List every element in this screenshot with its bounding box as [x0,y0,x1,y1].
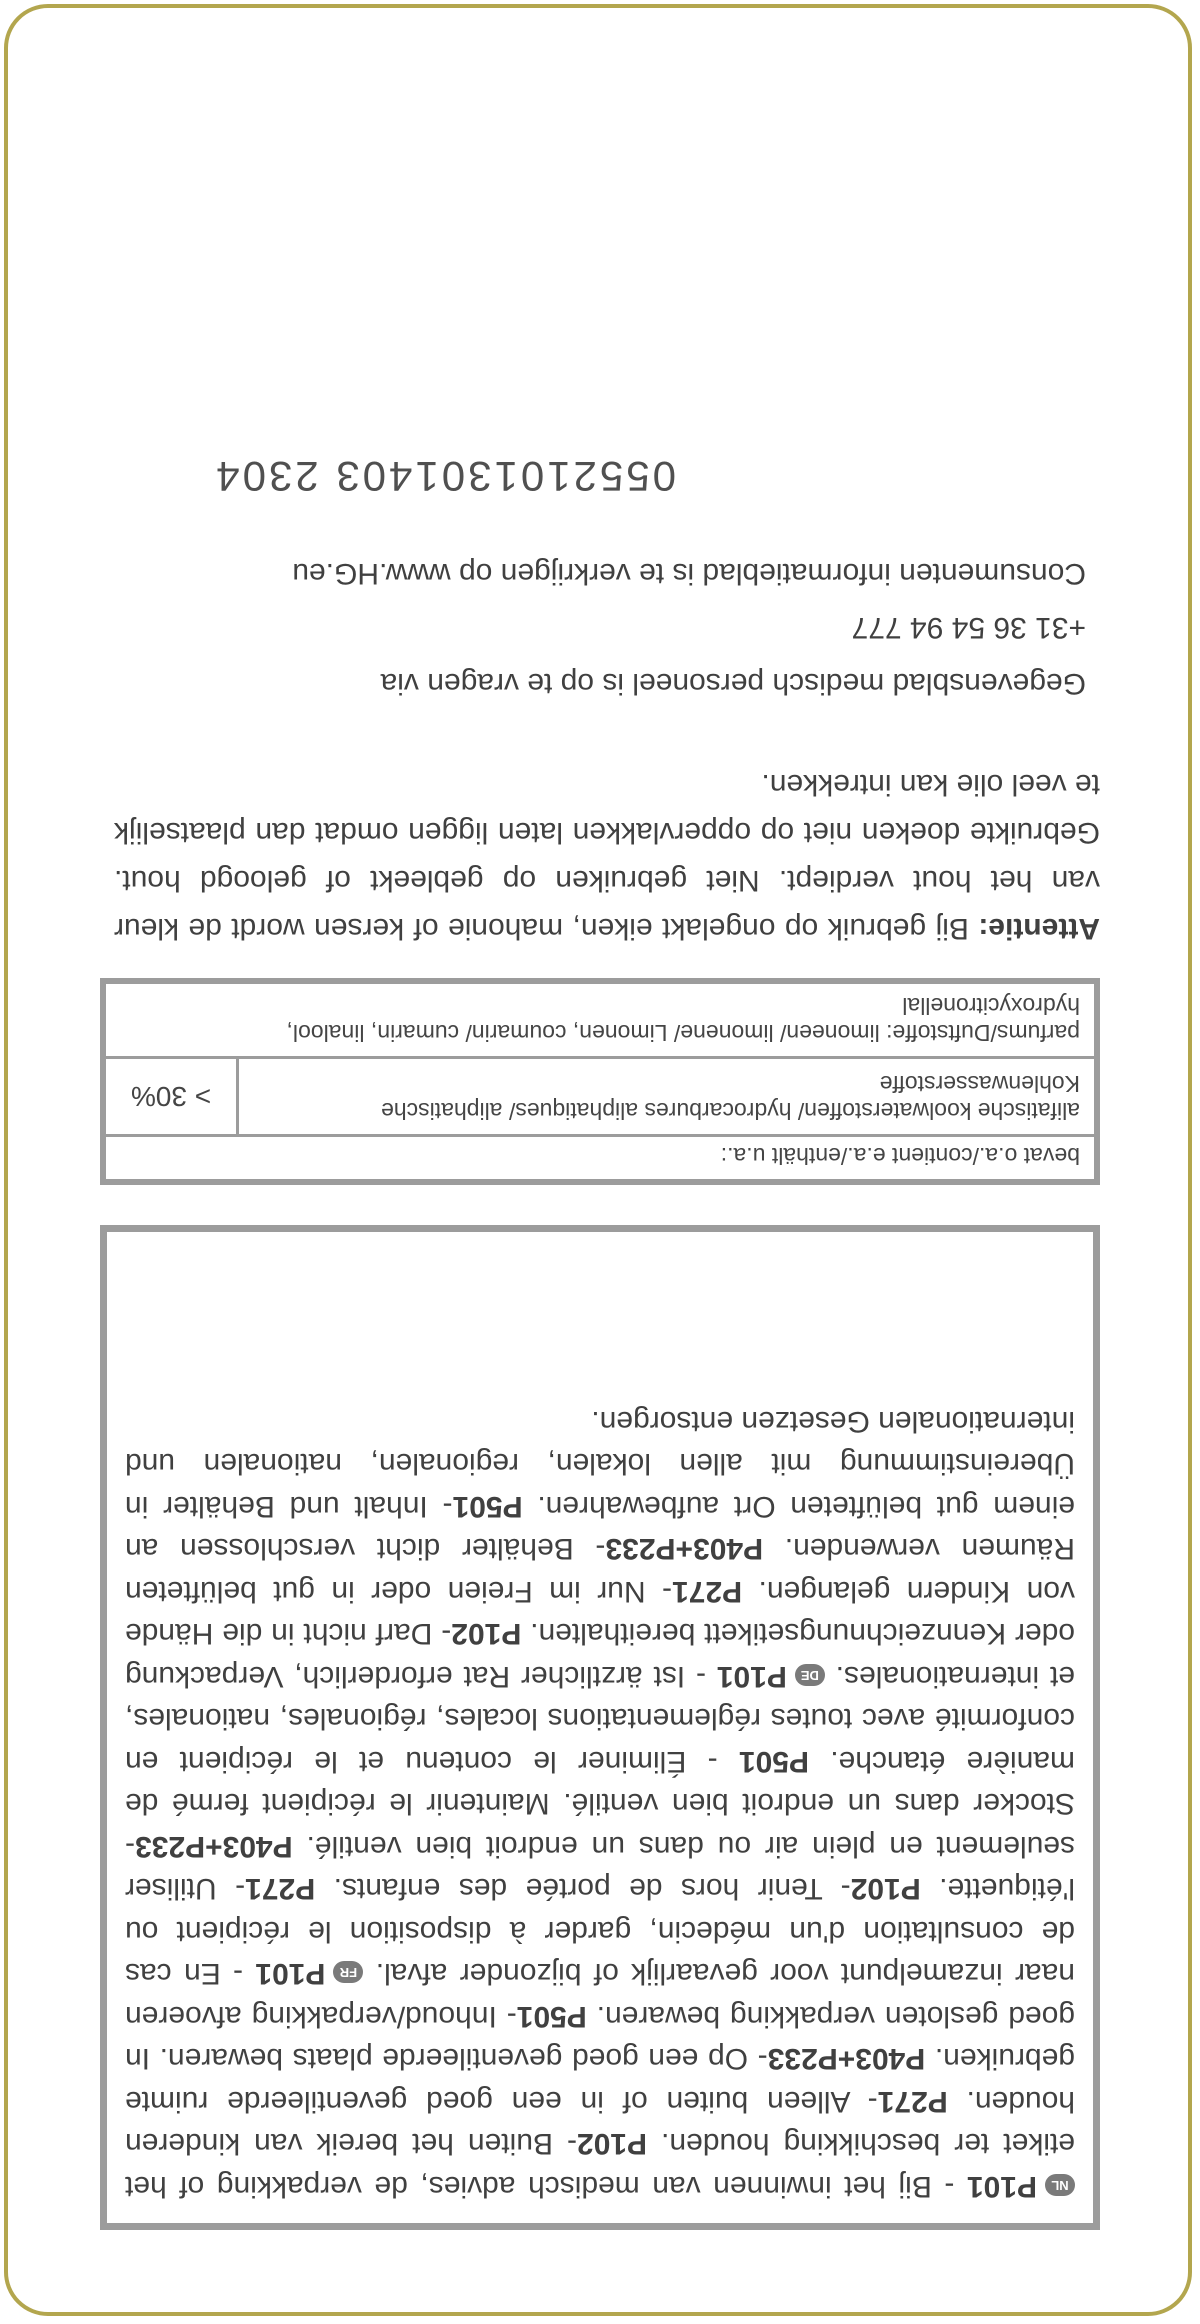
medical-info-line: Gegevensblad medisch personeel is op te vragen via [380,667,1086,700]
statement-text: - Buiten het bereik van kinderen houden. [125,2085,1075,2161]
ingredient-percentage: > 30% [130,1081,212,1112]
statement-code: P102 [850,1872,921,1906]
statement-text: - Tenir hors de portée des enfants. [315,1872,851,1906]
statement-text: - Nur im Freien oder in gut belüfteten Räumen verwenden. [125,1532,1075,1608]
ingredients-table [100,978,1100,1185]
statement-text: - Utiliser seulement en plein air ou dans un endroit bien ventilé. [125,1830,1075,1906]
ingredient-name: alifatische koolwaterstoffen/ hydrocarbures aliphatiques/ aliphatische Kohlenwasserstoffe [236,1059,1094,1134]
attention-text: Bij gebruik op ongelakt eiken, mahonie of kersen wordt de kleur van het hout verdiept. Niet gebruiken op gebleekt of geloogd hout. Gebruikte doeken niet op oppervlakken laten liggen omdat dan plaatselijk te veel olie kan intrekken. [114,768,1100,945]
statement-code: P102 [451,1617,522,1651]
statement-code: P101 [716,1660,787,1693]
statement-code: P102 [576,2127,648,2161]
statement-code: P271 [672,1575,743,1608]
perfume-ingredients: parfums/Duftstoffe: limoneen/ limonene/ Limonen, coumarin/ cumarin, linalool, hydroxycitronellal [286,993,1080,1046]
statement-text: - Op een goed geventileerde plaats bewaren. In goed gesloten verpakking bewaren. [125,2000,1075,2076]
statement-text: - Inhalt und Behälter in Übereinstimmung mit allen lokalen, regionalen, nationalen und internationalen Gesetzen entsorgen. [125,1405,1075,1523]
ingredients-row [106,1056,1094,1134]
attention-paragraph [114,760,1100,952]
statement-code: P501 [738,1745,809,1778]
statement-code: P403+P233 [605,1532,764,1566]
statement-text: - Inhoud/verpakking afvoeren naar inzamelpunt voor gevaarlijk of bijzonder afval. [125,1957,1075,2033]
statement-code: P271 [245,1872,316,1906]
statement-text: - Darf nicht in die Hände von Kindern gelangen. [125,1575,1075,1651]
fr-flag-icon: FR [333,1962,363,1984]
attention-label: Attentie: [978,912,1100,945]
statement-text: - En cas de consultation d'un médecin, garder à disposition le récipient ou l'étiquette. [125,1872,1075,1991]
statement-code: P101 [255,1957,326,1991]
statement-code: P501 [452,1490,523,1523]
statement-code: P403+P233 [767,2042,926,2076]
statement-code: P403+P233 [135,1830,293,1863]
statement-text: - Alleen buiten of in een goed geventileerde ruimte gebruiken. [125,2042,1075,2118]
statement-code: P101 [966,2170,1037,2203]
label-frame [4,4,1192,2316]
label-content [8,8,1192,2316]
statement-code: P501 [516,2000,587,2033]
precautionary-statements [125,1400,1075,2208]
statement-text: - Stocker dans un endroit bien ventilé. Maintenir le récipient fermé de manière étanche. [125,1745,1075,1863]
phone-number: +31 36 54 94 777 [851,611,1086,644]
statement-text: - Ist ärztlicher Rat erforderlich, Verpackung oder Kennzeichnungsetikett bereithalten. [125,1617,1075,1693]
barcode-number: 0552101301403 2304 [213,453,676,500]
precautionary-statements-box [100,1225,1100,2230]
statement-code: P271 [877,2085,948,2118]
statement-text: - Behälter dicht verschlossen an einem gut belüfteten Ort aufbewahren. [125,1490,1075,1566]
nl-flag-icon: NL [1045,2174,1075,2196]
de-flag-icon: DE [795,1664,825,1686]
statement-text: - Bij het inwinnen van medisch advies, de verpakking of het etiket ter beschikking houden. [125,2127,1075,2203]
consumer-info-line: Consumenten informatieblad is te verkrijgen op www.HG.eu [292,557,1086,590]
statement-text: - Éliminer le contenu et le récipient en conformité avec toutes réglementations locales, régionales, nationales, et internationales. [125,1660,1075,1778]
ingredients-header: bevat o.a./contient e.a./enthält u.a.: [106,1134,1094,1179]
